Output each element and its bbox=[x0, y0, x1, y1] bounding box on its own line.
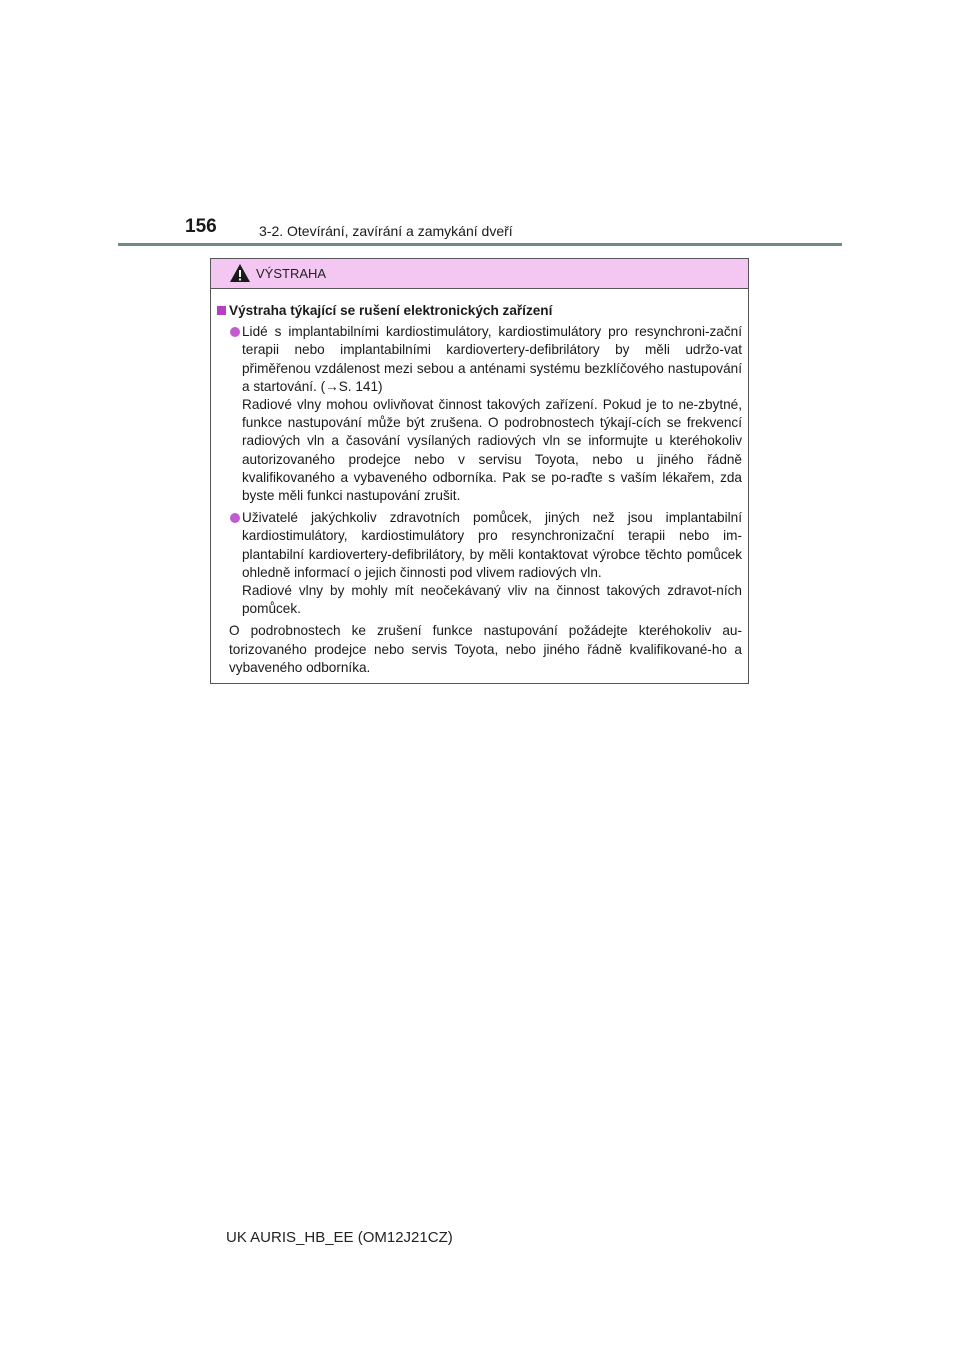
header-divider bbox=[118, 243, 842, 246]
manual-code: UK AURIS_HB_EE (OM12J21CZ) bbox=[226, 1229, 453, 1246]
bullet-paragraph: Radiové vlny by mohly mít neočekávaný vliv na činnost takových zdravot-ních pomůcek. bbox=[242, 583, 742, 617]
square-bullet-icon bbox=[217, 306, 226, 315]
bullet-item bbox=[217, 509, 742, 618]
page-number: 156 bbox=[185, 216, 217, 237]
bullet-paragraph: Radiové vlny mohou ovlivňovat činnost takových zařízení. Pokud je to ne-zbytné, funkce nastupování může být zrušena. O podrobnostech týkají-cích se frekvencí radiových vln a časování vysílaných radiových vln se informujte u kteréhokoliv autorizovaného prodejce nebo v servisu Toyota, nebo u jiného řádně kvalifikovaného a vybaveného odborníka. Pak se po-raďte s vaším lékařem, zda byste měli funkci nastupování zrušit. bbox=[242, 397, 742, 504]
section-title: 3-2. Otevírání, zavírání a zamykání dveří bbox=[259, 223, 513, 239]
bullet-paragraph: Uživatelé jakýchkoliv zdravotních pomůcek, jiných než jsou implantabilní kardiostimulátory, kardiostimulátory pro resynchronizační terapii nebo im-plantabilní kardiovertery-defibrilátory, by měli kontaktovat výrobce těchto pomůcek ohledně informací o jejich činnosti pod vlivem radiových vln. bbox=[242, 510, 742, 580]
warning-header bbox=[211, 259, 748, 289]
warning-label: VÝSTRAHA bbox=[256, 266, 327, 281]
bullet-paragraph: Lidé s implantabilními kardiostimulátory, kardiostimulátory pro resynchroni-zační terapii nebo implantabilními kardiovertery-defibrilátory by měli udržo-vat přiměřenou vzdálenost mezi sebou a anténami systému bezklíčového nastupování a startování. (→S. 141) bbox=[242, 324, 742, 394]
page-header bbox=[0, 0, 960, 250]
closing-paragraph: O podrobnostech ke zrušení funkce nastupování požádejte kteréhokoliv au-torizovaného prodejce nebo servis Toyota, nebo jiného řádně kvalifikované-ho a vybaveného odborníka. bbox=[229, 623, 742, 675]
warning-item-title bbox=[217, 302, 742, 320]
circle-bullet-icon bbox=[230, 327, 240, 337]
warning-triangle-icon bbox=[229, 263, 251, 283]
warning-item-title-text: Výstraha týkající se rušení elektronických zařízení bbox=[229, 303, 553, 318]
bullet-item bbox=[217, 323, 742, 505]
circle-bullet-icon bbox=[230, 513, 240, 523]
warning-box bbox=[210, 258, 749, 684]
warning-body bbox=[211, 289, 748, 677]
